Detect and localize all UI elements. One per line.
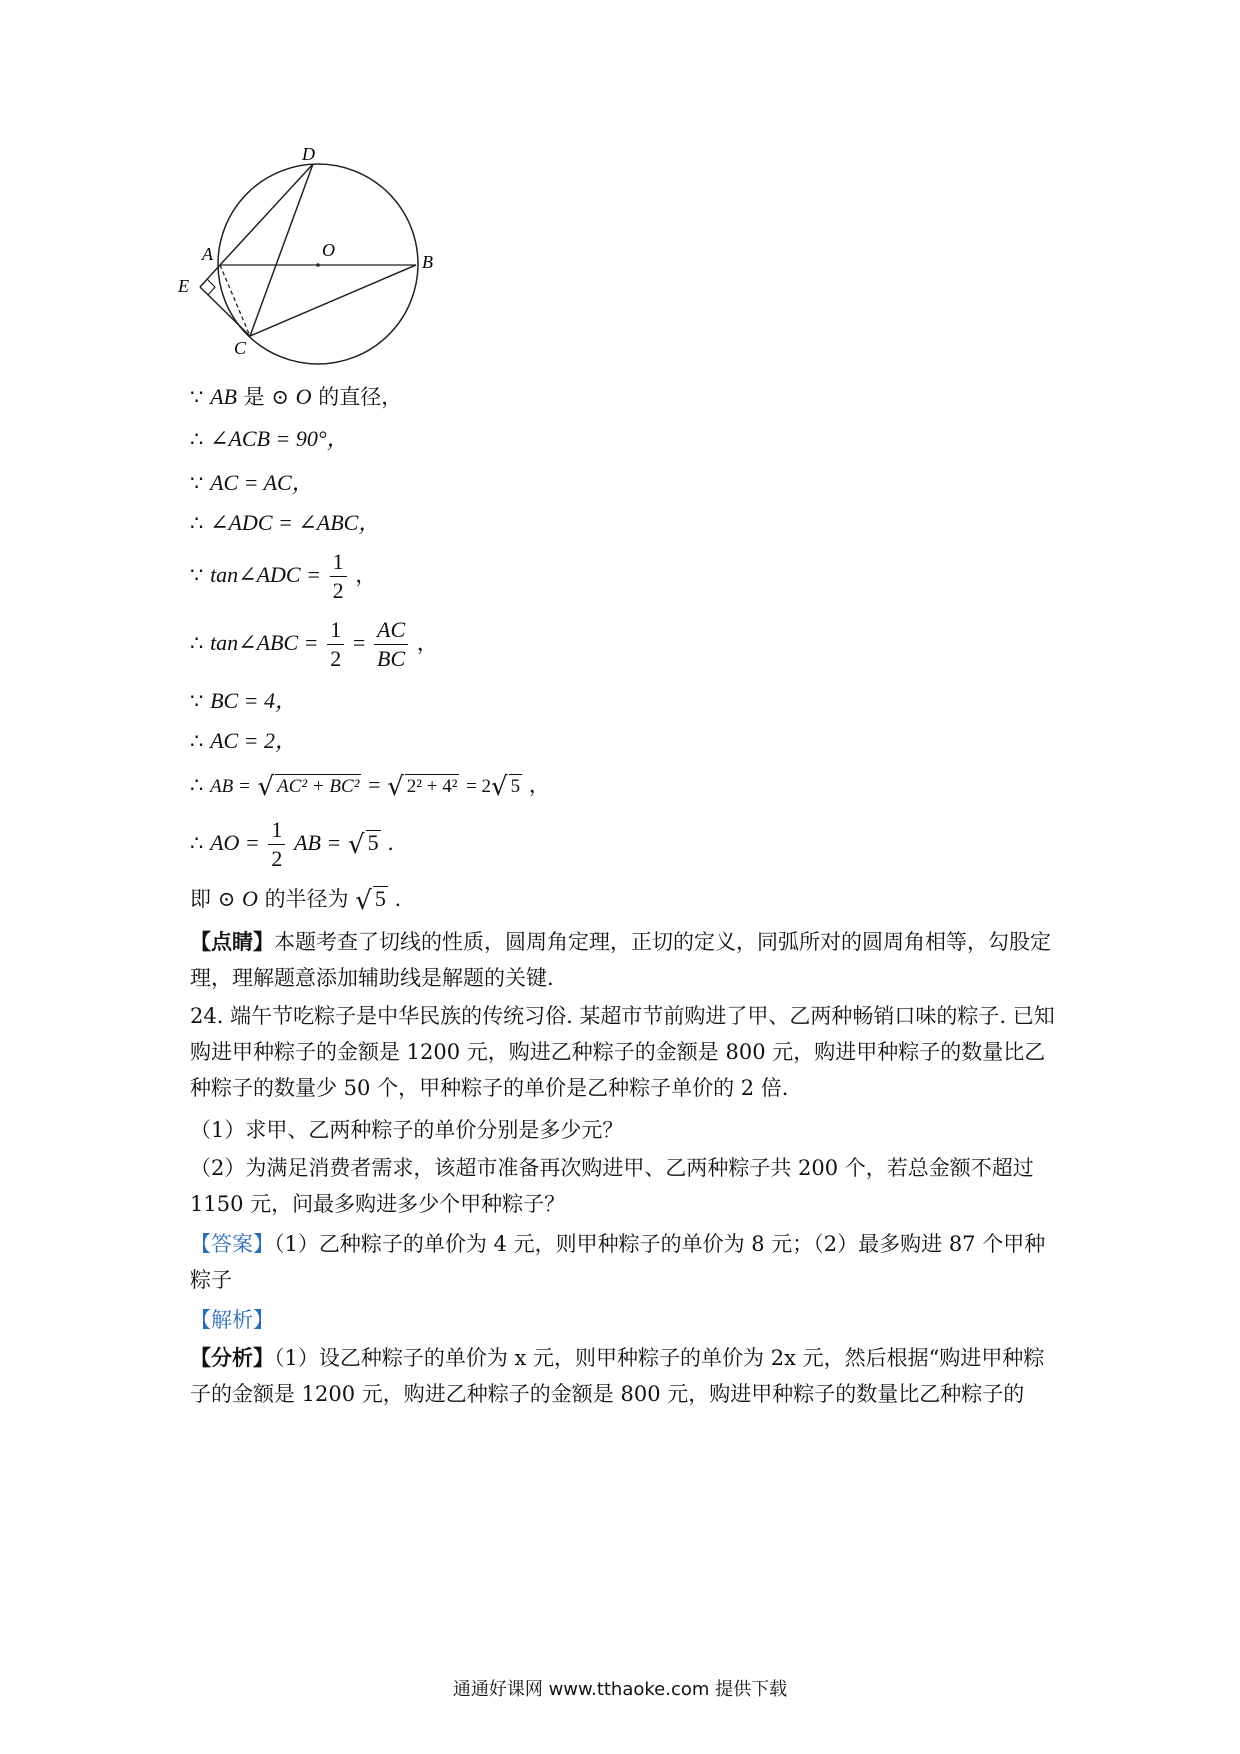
step-3: ∵ AC = AC， (190, 470, 314, 495)
label-d: D (302, 144, 315, 164)
answer-tag: 【答案】 (190, 1232, 274, 1256)
comment-paragraph (190, 924, 1060, 996)
step-11: 即 ⊙ O 的半径为 √ 5 . (190, 886, 402, 916)
label-e: E (178, 276, 189, 296)
fraction: $\frac{1}{2}$ (330, 548, 347, 605)
step-4: ∴ ∠ADC = ∠ABC， (190, 510, 381, 535)
answer-text: （1）乙种粽子的单价为 4 元，则甲种粽子的单价为 8 元；（2）最多购进 87 个甲种粽子 (190, 1232, 1046, 1292)
comment-text: 本题考查了切线的性质，圆周角定理，正切的定义，同弧所对的圆周角相等，勾股定理，理解题意添加辅助线是解题的关键. (190, 930, 1051, 990)
comment-tag: 【点睛】 (190, 929, 274, 954)
analysis-heading: 【解析】 (190, 1308, 274, 1332)
label-o: O (322, 240, 335, 260)
step-6: ∴ tan∠ABC = $\frac{1}{2}$ = $\frac{AC}{BC}$ ， (190, 617, 438, 671)
circle-geometry-figure (178, 144, 510, 410)
label-b: B (422, 252, 433, 272)
answer-paragraph (190, 1226, 1060, 1298)
step-2: ∴ ∠ACB = 90°， (190, 426, 349, 451)
step-8: ∴ AC = 2， (190, 728, 298, 753)
step-1: ∵ AB 是 ⊙ O 的直径， (190, 384, 403, 409)
fraction: $\frac{1}{2}$ (327, 616, 344, 673)
step-10: ∴ AO = $\frac{1}{2}$ AB = √ 5 . (190, 817, 394, 871)
fenxi-text: （1）设乙种粽子的单价为 x 元，则甲种粽子的单价为 2x 元，然后根据“购进甲种粽子的金额是 1200 元，购进乙种粽子的金额是 800 元，购进甲种粽子的数量比乙种粽子的 (190, 1346, 1045, 1406)
fenxi-tag: 【分析】 (190, 1345, 274, 1370)
label-a: A (202, 244, 213, 264)
fraction: $\frac{1}{2}$ (268, 816, 285, 873)
page-footer: 通通好课网 www.tthaoke.com 提供下载 (452, 1679, 788, 1700)
step-5: ∵ tan∠ADC = $\frac{1}{2}$ ， (190, 549, 377, 603)
fraction: $\frac{AC}{BC}$ (374, 616, 408, 673)
step-9: ∴ AB = √ AC² + BC² = √ 2² + 4² = 2√ 5 ， (190, 772, 550, 802)
question-24-part-2: （2）为满足消费者需求，该超市准备再次购进甲、乙两种粽子共 200 个，若总金额不超过 1150 元，问最多购进多少个甲种粽子？ (190, 1156, 1034, 1216)
question-24-part-1: （1）求甲、乙两种粽子的单价分别是多少元？ (190, 1118, 624, 1142)
question-24-stem: 24. 端午节吃粽子是中华民族的传统习俗. 某超市节前购进了甲、乙两种畅销口味的粽子. 已知购进甲种粽子的金额是 1200 元，购进乙种粽子的金额是 800 元，购进甲种粽子的数量比乙种粽子的数量少 50 个，甲种粽子的单价是乙种粽子单价的 2 倍. (190, 1004, 1055, 1100)
step-7: ∵ BC = 4， (190, 688, 298, 713)
fenxi-paragraph (190, 1340, 1060, 1412)
label-c: C (234, 338, 247, 358)
